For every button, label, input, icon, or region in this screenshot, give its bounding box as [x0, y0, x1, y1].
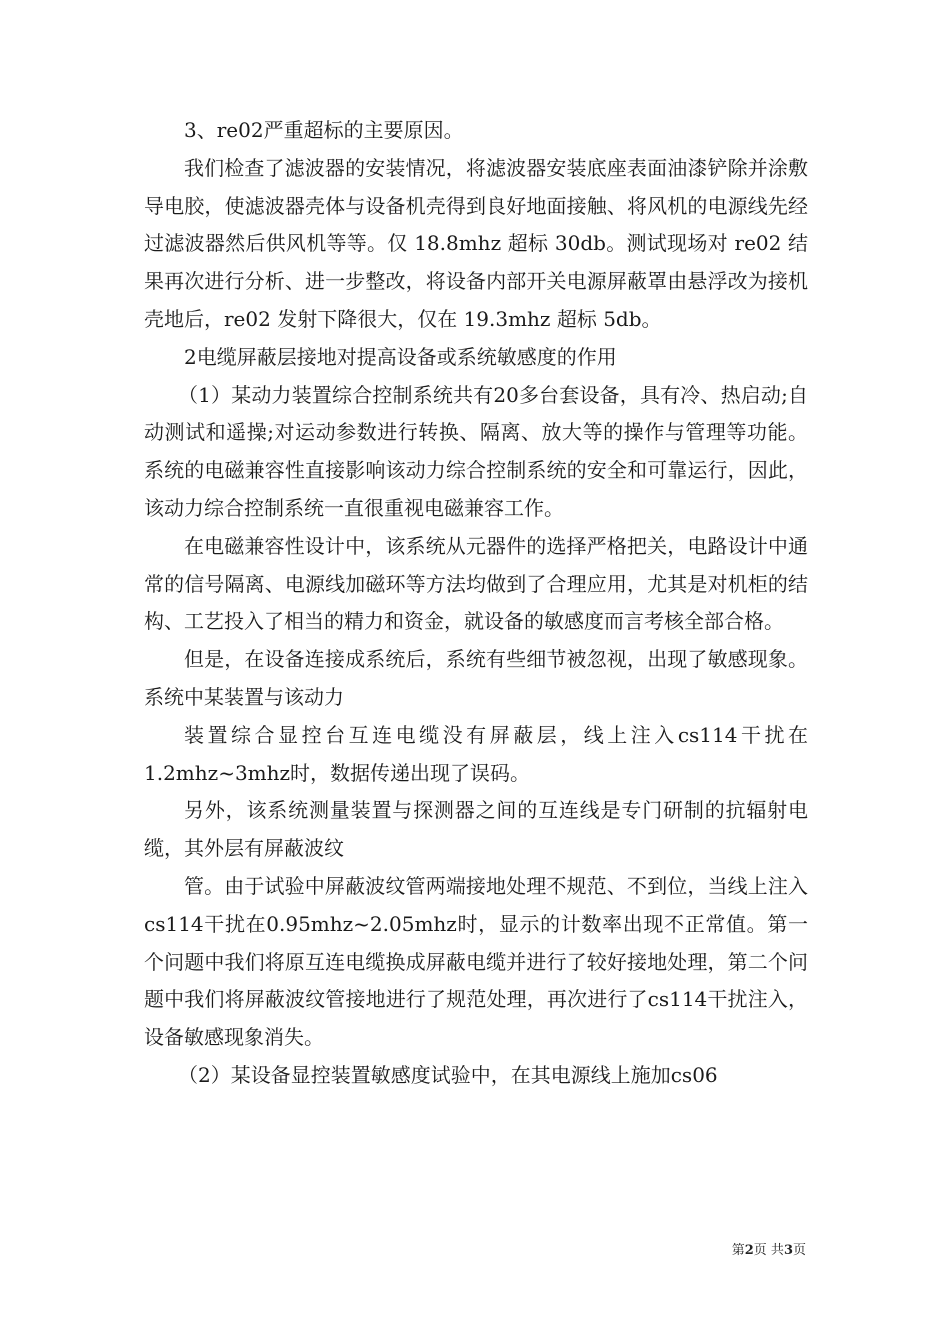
paragraph: 另外，该系统测量装置与探测器之间的互连线是专门研制的抗辐射电缆，其外层有屏蔽波纹	[144, 798, 808, 861]
paragraph: （2）某设备显控装置敏感度试验中，在其电源线上施加cs06	[178, 1062, 718, 1087]
footer-middle: 页 共	[753, 1243, 784, 1258]
paragraph: 我们检查了滤波器的安装情况，将滤波器安装底座表面油漆铲除并涂敷导电胶，使滤波器壳体与设备机壳得到良好地面接触、将风机的电源线先经过滤波器然后供风机等等。仅 18.8mhz 超标 30db。测试现场对 re02 结果再次进行分析、进一步整改，将设备内部开关电源屏蔽罩由悬浮改为接机壳地后，re02 发射下降很大，仅在 19.3mhz 超标 5db。	[144, 155, 808, 331]
paragraph-heading-3: 3、re02严重超标的主要原因。	[184, 118, 464, 142]
paragraph: （1）某动力装置综合控制系统共有20多台套设备，具有冷、热启动;自动测试和遥操;对运动参数进行转换、隔离、放大等的操作与管理等功能。系统的电磁兼容性直接影响该动力综合控制系统的安全和可靠运行，因此，该动力综合控制系统一直很重视电磁兼容工作。	[144, 382, 808, 520]
paragraph: 在电磁兼容性设计中，该系统从元器件的选择严格把关，电路设计中通常的信号隔离、电源线加磁环等方法均做到了合理应用，尤其是对机柜的结构、工艺投入了相当的精力和资金，就设备的敏感度而言考核全部合格。	[144, 533, 808, 634]
paragraph-heading-2: 2电缆屏蔽层接地对提高设备或系统敏感度的作用	[184, 344, 617, 369]
page-number-footer	[700, 1243, 806, 1259]
document-body	[144, 112, 808, 1095]
footer-current-page: 2	[744, 1243, 754, 1258]
footer-suffix: 页	[792, 1243, 806, 1258]
footer-prefix: 第	[731, 1243, 745, 1258]
paragraph: 但是，在设备连接成系统后，系统有些细节被忽视，出现了敏感现象。系统中某装置与该动力	[144, 647, 808, 709]
footer-total-pages: 3	[783, 1243, 793, 1258]
paragraph: 管。由于试验中屏蔽波纹管两端接地处理不规范、不到位，当线上注入cs114干扰在0.95mhz~2.05mhz时，显示的计数率出现不正常值。第一个问题中我们将原互连电缆换成屏蔽电缆并进行了较好接地处理，第二个问题中我们将屏蔽波纹管接地进行了规范处理，再次进行了cs114干扰注入，设备敏感现象消失。	[144, 873, 808, 1050]
paragraph: 装置综合显控台互连电缆没有屏蔽层，线上注入cs114干扰在1.2mhz~3mhz时，数据传递出现了误码。	[144, 722, 808, 785]
